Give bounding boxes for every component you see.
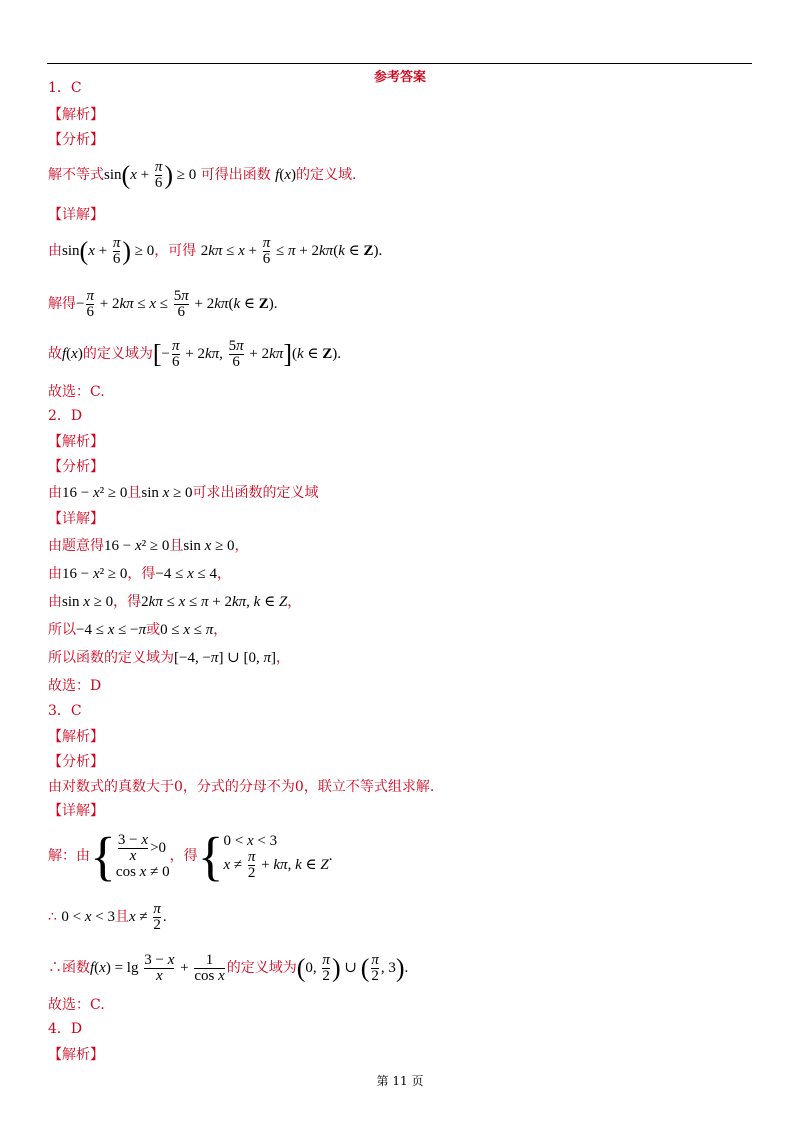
q1-analysis: 解不等式sin(x + $\frac{\pi}{6}$ ) ≥ 0 可得出函数 f(x)的定义域. [48, 159, 357, 191]
q1-step2: 解得− $\frac{\pi}{6}$ + 2kπ ≤ x ≤ $\frac{5\pi}{6}$ + 2kπ(k ∈ Z). [48, 288, 278, 320]
q2-analysis: 由16 − x² ≥ 0且sin x ≥ 0可求出函数的定义域 [48, 485, 319, 501]
q1-answer: 1．C [48, 80, 82, 96]
q1-fenxi: 【分析】 [48, 132, 104, 148]
q2-line2: 由16 − x² ≥ 0，得−4 ≤ x ≤ 4， [48, 566, 231, 582]
q1-xiangjie: 【详解】 [48, 207, 104, 223]
q2-fenxi: 【分析】 [48, 459, 104, 475]
q2-xiangjie: 【详解】 [48, 511, 104, 527]
q3-step3: ∴函数f(x) = lg $\frac{3 - x}{x}$ + $\frac{1}{\text{cos x}}$ 的定义域为(0, $\frac{\pi}{2}$ ) ∪ ( $\frac{\pi}{2}$ , 3). [48, 952, 409, 984]
q3-analysis: 由对数式的真数大于0，分式的分母不为0，联立不等式组求解. [48, 779, 435, 795]
page-number: 第 11 页 [376, 1074, 424, 1088]
q2-choice: 故选：D [48, 678, 102, 694]
header-rule [47, 63, 752, 64]
q2-line1: 由题意得16 − x² ≥ 0且sin x ≥ 0， [48, 538, 249, 554]
q3-step1: 解：由{ $\frac{3 - x}{x}$ >0 cos x ≠ 0 ，得{ 0 < x < 3 x ≠ $\frac{\pi}{2}$ + kπ, k ∈ Z . [48, 826, 333, 887]
q3-xiangjie: 【详解】 [48, 803, 104, 819]
q3-choice: 故选：C. [48, 997, 105, 1013]
q3-answer: 3．C [48, 703, 82, 719]
q3-step2: ∴ 0 < x < 3且x ≠ $\frac{\pi}{2}$ . [48, 901, 167, 933]
q1-step1: 由sin(x + $\frac{\pi}{6}$ ) ≥ 0，可得 2kπ ≤ x + $\frac{\pi}{6}$ ≤ π + 2kπ(k ∈ Z). [48, 235, 383, 267]
q4-answer: 4．D [48, 1021, 83, 1037]
q2-line5: 所以函数的定义域为[−4, −π] ∪ [0, π]， [48, 650, 291, 666]
q2-line3: 由sin x ≥ 0，得2kπ ≤ x ≤ π + 2kπ, k ∈ Z， [48, 594, 302, 610]
q1-step3: 故f(x)的定义域为[− $\frac{\pi}{6}$ + 2kπ, $\frac{5\pi}{6}$ + 2kπ](k ∈ Z). [48, 338, 342, 370]
q1-jiexi: 【解析】 [48, 107, 104, 123]
q1-choice: 故选：C. [48, 384, 105, 400]
q2-jiexi: 【解析】 [48, 434, 104, 450]
q2-line4: 所以−4 ≤ x ≤ −π或0 ≤ x ≤ π， [48, 622, 228, 638]
q3-jiexi: 【解析】 [48, 729, 104, 745]
q4-jiexi: 【解析】 [48, 1047, 104, 1063]
page-title: 参考答案 [373, 70, 426, 85]
q2-answer: 2．D [48, 408, 83, 424]
q3-fenxi: 【分析】 [48, 754, 104, 770]
